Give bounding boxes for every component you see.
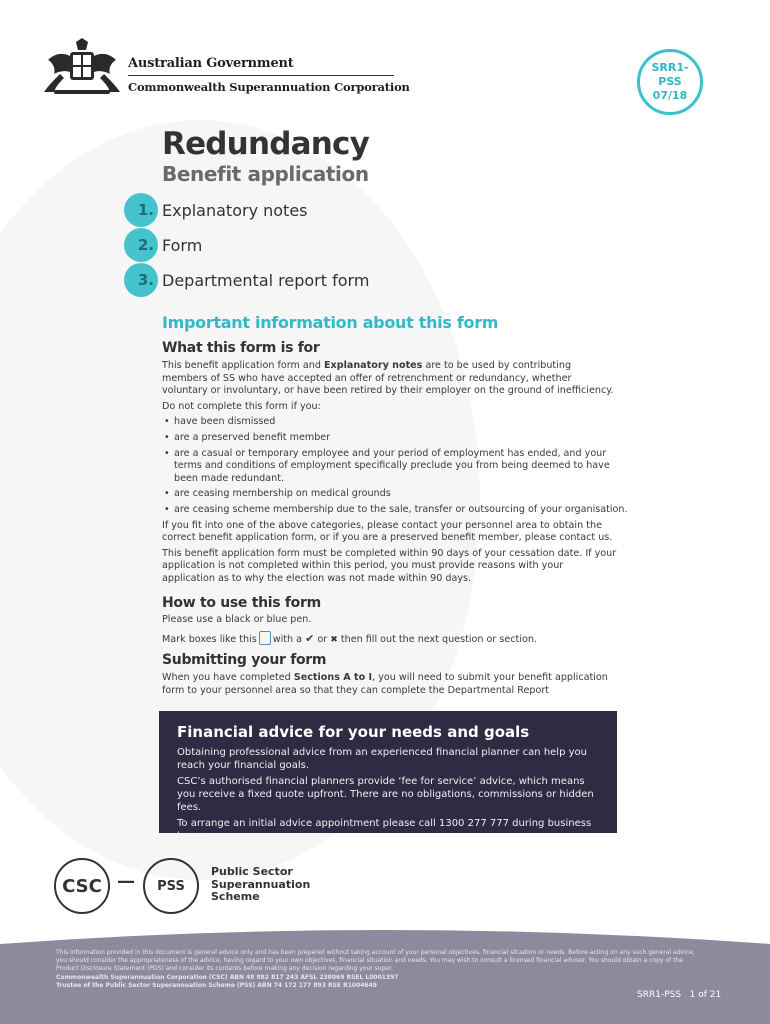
- advice-title: Financial advice for your needs and goals: [177, 723, 530, 741]
- intro-text-end: are to be used by contributing members of SS who have accepted an offer of retrenchment or redundancy, whether voluntary or involuntary, or have been retired by their employer on the ground of inefficiency.: [162, 360, 614, 397]
- list-item: • are a casual or temporary employee and your period of employment has ended, and your terms and conditions of employment specifically preclude you from being deemed to have been made redundant.: [162, 448, 617, 486]
- organisation-name: Commonwealth Superannuation Corporation: [128, 80, 410, 94]
- toc-item: [124, 193, 308, 227]
- mark-text: with a: [272, 633, 303, 645]
- coat-of-arms-icon: [40, 38, 124, 98]
- section-heading: What this form is for: [162, 340, 320, 356]
- list-item: • have been dismissed: [162, 416, 629, 429]
- cross-icon: ✖: [330, 634, 338, 645]
- list-item: • are ceasing scheme membership due to the sale, transfer or outsourcing of your organisation.: [162, 504, 629, 517]
- section-heading: How to use this form: [162, 595, 321, 611]
- mark-instruction: [162, 631, 617, 647]
- checkbox-example-icon: [259, 631, 271, 645]
- pss-name: [211, 866, 310, 904]
- footer-disclaimer: [56, 949, 696, 990]
- list-item: • are ceasing membership on medical grounds: [162, 488, 629, 501]
- corporation-line: Commonwealth Superannuation Corporation (CSC) ABN 48 882 817 243 AFSL 238069 RSEL L0001397: [56, 973, 399, 981]
- form-code-line: 07/18: [652, 89, 688, 102]
- mark-text: or: [317, 633, 328, 645]
- header-divider: [128, 75, 394, 76]
- trustee-line: Trustee of the Public Sector Superannuation Scheme (PSS) ABN 74 172 177 893 RSE R1004649: [56, 981, 377, 989]
- csc-logo: CSC: [54, 858, 110, 914]
- mark-text: Mark boxes like this: [162, 633, 257, 645]
- section-how-to: [162, 595, 617, 646]
- pss-name-line: Scheme: [211, 890, 260, 903]
- toc-number: 1.: [124, 193, 158, 227]
- section-what-for: [162, 340, 629, 586]
- toc-number: 2.: [124, 228, 158, 262]
- intro-paragraph: [162, 360, 617, 398]
- government-title: Australian Government: [128, 56, 294, 71]
- submitting-text: When you have completed: [162, 672, 294, 683]
- submitting-paragraph: [162, 672, 617, 697]
- toc-item: [124, 228, 202, 262]
- page-number: 1 of 21: [689, 990, 722, 1000]
- toc-label: Form: [162, 235, 203, 255]
- do-not-text: Do not complete this form if you:: [162, 400, 321, 412]
- submitting-bold-text: Sections A to I: [293, 672, 373, 683]
- page-indicator: [637, 990, 721, 1000]
- check-icon: ✔: [305, 631, 315, 645]
- pss-name-line: Public Sector: [211, 865, 293, 878]
- page-subtitle: Benefit application: [162, 162, 369, 186]
- advice-paragraph: To arrange an initial advice appointment please call 1300 277 777 during business hours.: [177, 818, 592, 842]
- form-code-badge: [637, 49, 703, 115]
- pss-logo: PSS: [143, 858, 199, 914]
- logo-dash: —: [117, 871, 135, 892]
- disclaimer-text: This information provided in this document is general advice only and has been prepared without taking account of your personal objectives, financial situation or needs. Before acting on any such general advice, you should consider the appropriateness of the advice, having regard to your own objectives, financial situation and needs. You may wish to consult a licensed financial adviser. You should obtain a copy of the Product Disclosure Statement (PDS) and consider its contents before making any decision regarding your super.: [56, 949, 695, 973]
- toc-label: Departmental report form: [162, 270, 370, 290]
- toc-number: 3.: [124, 263, 158, 297]
- mark-text: then fill out the next question or section.: [340, 633, 537, 645]
- advice-paragraph: Obtaining professional advice from an experienced financial planner can help you reach your financial goals.: [177, 747, 587, 771]
- form-code-line: SRR1-: [651, 61, 689, 74]
- page-code: SRR1-PSS: [637, 990, 682, 1000]
- section-submitting: [162, 652, 617, 697]
- section-heading: Submitting your form: [162, 652, 327, 668]
- toc-item: [124, 263, 369, 297]
- form-code-line: PSS: [658, 75, 682, 88]
- list-item: • are a preserved benefit member: [162, 432, 629, 445]
- advice-paragraph: CSC’s authorised financial planners provide ‘fee for service’ advice, which means you receive a fixed quote upfront. There are no obligations, commissions or hidden fees.: [177, 776, 594, 813]
- important-heading: Important information about this form: [162, 313, 499, 332]
- toc-label: Explanatory notes: [162, 200, 308, 220]
- submitting-text-end: , you will need to submit your benefit application form to your personnel area so that they can complete the Departmental Report: [162, 672, 608, 696]
- intro-text: This benefit application form and: [162, 360, 324, 371]
- page-title: Redundancy: [162, 126, 369, 162]
- financial-advice-box: [159, 711, 617, 842]
- intro-bold-text: Explanatory notes: [323, 360, 423, 371]
- pen-instruction: Please use a black or blue pen.: [162, 614, 312, 625]
- pss-name-line: Superannuation: [211, 877, 311, 891]
- ninety-days-paragraph: This benefit application form must be completed within 90 days of your cessation date. If your application is not completed within this period, you must provide reasons with your application as to why the election was not made within 90 days.: [162, 547, 617, 584]
- contact-paragraph: If you fit into one of the above categories, please contact your personnel area to obtain the correct benefit application form, or if you are a preserved benefit member, please contact us.: [162, 519, 613, 544]
